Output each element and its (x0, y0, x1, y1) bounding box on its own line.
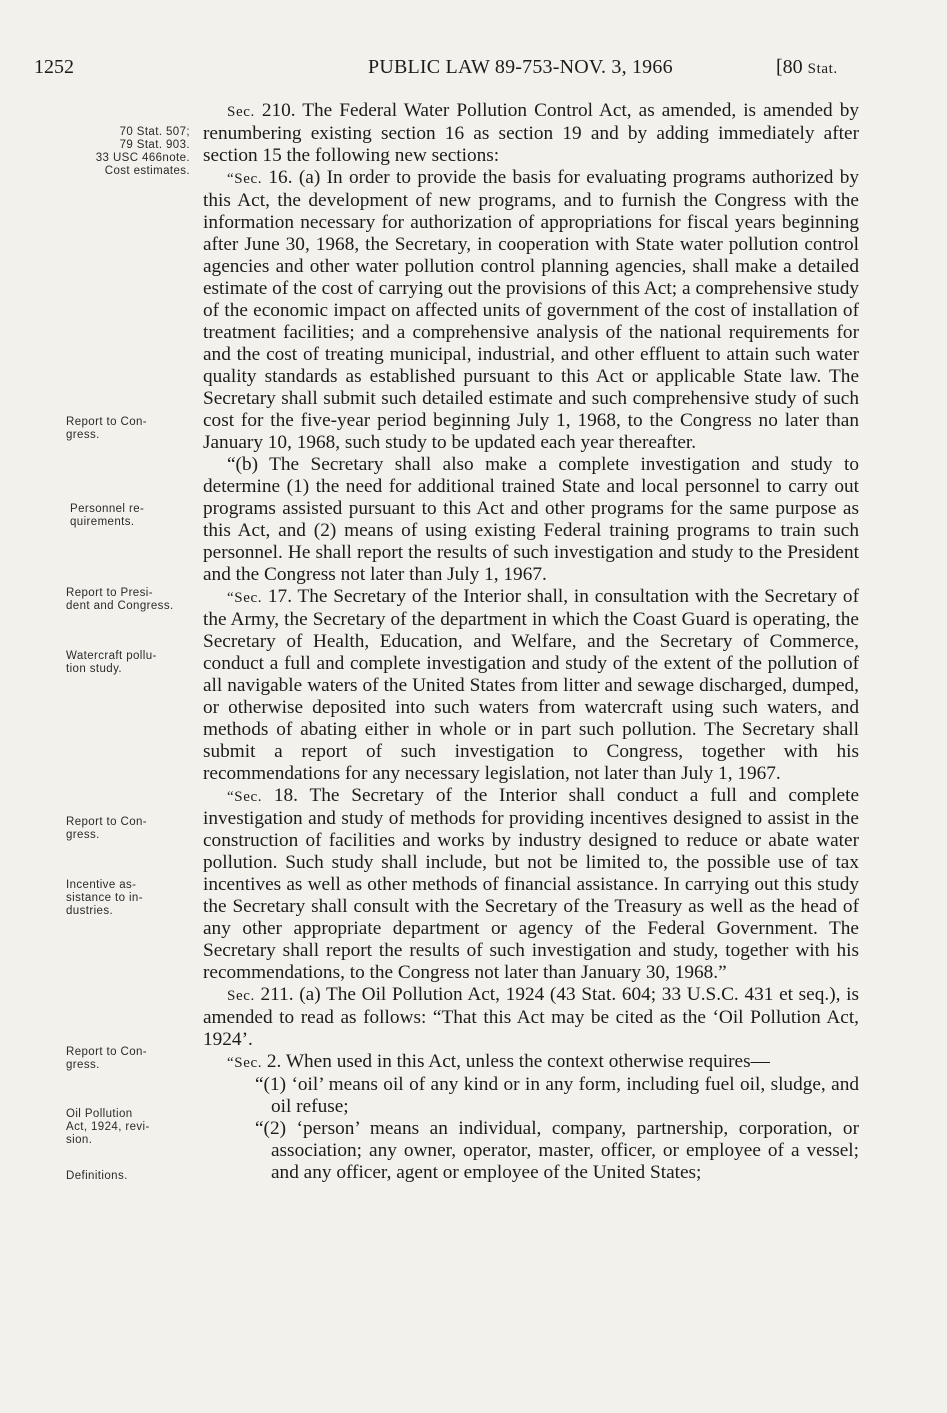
margin-note-report-to-congress (66, 816, 226, 842)
definition-person (203, 1118, 859, 1184)
section-label: “Sec. (227, 171, 263, 187)
section-label: “Sec. (227, 1055, 263, 1071)
margin-note-definitions (66, 1170, 226, 1183)
citation-line: 33 USC 466note. (95, 152, 190, 164)
volume-reference (776, 56, 838, 79)
margin-note-citations (30, 126, 190, 178)
paragraph-text: 210. The Federal Water Pollution Control Act, as amended, is amended by renumbering existing section 16 as section 19 and by adding immediately after section 15 the following new sections: (203, 100, 859, 166)
paragraph-text: “(1) ‘oil’ means oil of any kind or in any form, including fuel oil, sludge, and oil refuse; (255, 1074, 859, 1117)
margin-note-line: Definitions. (66, 1170, 128, 1182)
paragraph-text: 17. The Secretary of the Interior shall, in consultation with the Secretary of the Army, the Secretary of the department in which the Coast Guard is operating, the Secretary of Health, Education, and Welfare, and the Secretary of Commerce, conduct a full and complete investigation and study of the extent of the pollution of all navigable waters of the United States from litter and sewage discharged, dumped, or otherwise deposited into such waters from watercraft using such waters, and methods of abating either in whole or in part such pollution. The Secretary shall submit a report of such investigation to Congress, together with his recommendations for any necessary legislation, not later than July 1, 1967. (203, 586, 859, 784)
section-16-paragraph (203, 167, 859, 454)
section-label: Sec. (227, 988, 255, 1004)
margin-note-report-to-president (66, 587, 226, 613)
running-head: PUBLIC LAW 89-753-NOV. 3, 1966 (368, 56, 673, 78)
margin-note-cost-estimates: Cost estimates. (104, 165, 190, 177)
margin-note-line: quirements. (70, 516, 135, 528)
section-17-paragraph (203, 586, 859, 785)
margin-note-line: dent and Congress. (66, 600, 174, 612)
margin-note-line: dustries. (66, 905, 114, 917)
paragraph-text: 18. The Secretary of the Interior shall conduct a full and complete investigation and study of methods for providing incentives designed to assist in the construction of facilities and works by industry designed to reduce or abate water pollution. Such study shall include, but not be limited to, the possible use of tax incentives as well as other methods of financial assistance. In carrying out this study the Secretary shall consult with the Secretary of the Treasury as well as the head of any other appropriate department or agency of the Federal Government. The Secretary shall report the results of such investigation and study, together with his recommendations, to the Congress not later than January 30, 1968.” (203, 785, 859, 983)
margin-note-line: tion study. (66, 663, 122, 675)
paragraph-text: 16. (a) In order to provide the basis for evaluating programs authorized by this Act, the development of new programs, and to furnish the Congress with the information necessary for authorization of appropriations for fiscal years beginning after June 30, 1968, the Secretary, in cooperation with State water pollution control agencies and other water pollution control planning agencies, shall make a detailed estimate of the cost of carrying out the provisions of this Act; a comprehensive study of the economic impact on affected units of government of the cost of installation of treatment facilities; and a comprehensive analysis of the national requirements for and the cost of treating municipal, industrial, and other effluent to attain such water quality standards as established pursuant to this Act or applicable State law. The Secretary shall submit such detailed estimate and such comprehensive study of such cost for the five-year period beginning July 1, 1968, to the Congress no later than January 10, 1968, such study to be updated each year thereafter. (203, 167, 859, 453)
definition-oil (203, 1074, 859, 1118)
margin-note-line: Watercraft pollu- (66, 650, 157, 662)
margin-note-line: sion. (66, 1134, 93, 1146)
paragraph-text: “(2) ‘person’ means an individual, company, partnership, corporation, or association; any owner, operator, master, officer, or employee of a vessel; and any officer, agent or employee of the United States; (255, 1118, 859, 1183)
page-header (0, 0, 947, 90)
margin-note-line: Act, 1924, revi- (66, 1121, 150, 1133)
margin-note-report-to-congress (66, 416, 226, 442)
margin-note-line: Report to Con- (66, 816, 148, 828)
paragraph-text: 2. When used in this Act, unless the context otherwise requires— (262, 1051, 770, 1072)
volume-bracket: [80 (776, 56, 808, 78)
margin-note-watercraft-study (66, 650, 226, 676)
margin-note-line: Personnel re- (70, 503, 145, 515)
margin-note-line: gress. (66, 829, 100, 841)
margin-note-line: Incentive as- (66, 879, 137, 891)
section-label: Sec. (227, 104, 255, 120)
margin-note-line: gress. (66, 1059, 100, 1071)
volume-stat: Stat. (807, 61, 838, 77)
citation-line: 70 Stat. 507; (119, 126, 190, 138)
margin-note-line: sistance to in- (66, 892, 143, 904)
paragraph-text: “(b) The Secretary shall also make a complete investigation and study to determine (1) the need for additional trained State and local personnel to carry out programs assisted pursuant to this Act and other programs for the same purpose as this Act, and (2) means of using existing Federal training programs to train such personnel. He shall report the results of such investigation and study to the President and the Congress not later than July 1, 1967. (203, 454, 859, 585)
section-18-paragraph (203, 785, 859, 984)
margin-note-line: Oil Pollution (66, 1108, 133, 1120)
margin-note-line: Report to Con- (66, 1046, 148, 1058)
margin-note-line: Report to Con- (66, 416, 148, 428)
margin-note-line: gress. (66, 429, 100, 441)
section-2-paragraph (203, 1051, 859, 1074)
section-16b-paragraph (203, 454, 859, 586)
citation-line: 79 Stat. 903. (119, 139, 190, 151)
paragraph-text: 211. (a) The Oil Pollution Act, 1924 (43 Stat. 604; 33 U.S.C. 431 et seq.), is amended to read as follows: “That this Act may be cited as the ‘Oil Pollution Act, 1924’. (203, 984, 859, 1050)
section-label: “Sec. (227, 789, 263, 805)
page-number: 1252 (34, 56, 74, 78)
statute-text (203, 100, 859, 1184)
margin-note-incentive-assistance (66, 879, 226, 918)
section-label: “Sec. (227, 590, 263, 606)
margin-note-oil-pollution-act (66, 1108, 226, 1147)
section-210-paragraph (203, 100, 859, 167)
section-211-paragraph (203, 984, 859, 1051)
margin-note-report-to-congress (66, 1046, 226, 1072)
margin-note-line: Report to Presi- (66, 587, 153, 599)
